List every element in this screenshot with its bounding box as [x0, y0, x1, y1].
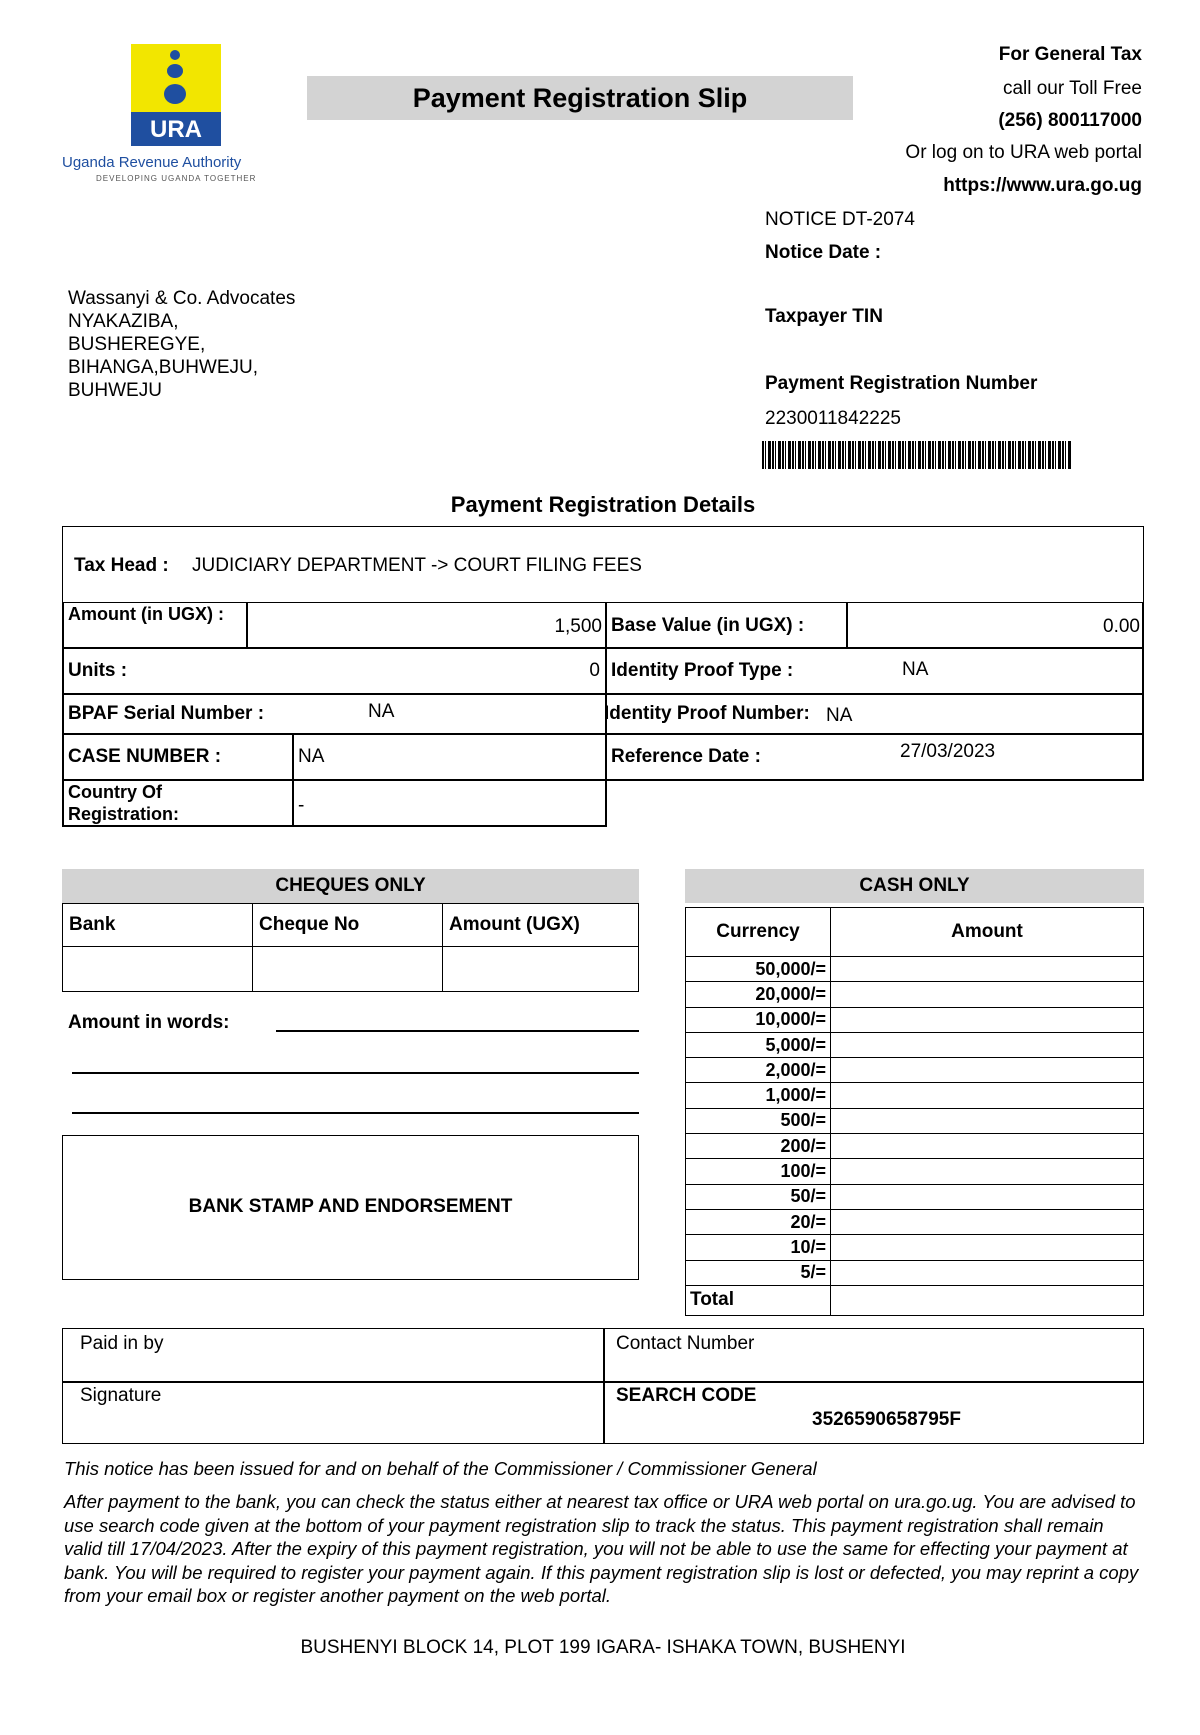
amount-in-words-label: Amount in words:: [68, 1012, 230, 1033]
cheque-no-cell[interactable]: [253, 947, 443, 992]
column-header-cash-amount: Amount: [831, 908, 1144, 957]
cash-heading: CASH ONLY: [685, 869, 1144, 903]
country-label-line: Country Of: [68, 782, 162, 802]
logo-acronym: URA: [150, 116, 202, 143]
portal-url[interactable]: https://www.ura.go.ug: [943, 175, 1142, 196]
cash-amount-cell[interactable]: [831, 1083, 1144, 1108]
units-value: 0: [589, 660, 600, 681]
cash-amount-cell[interactable]: [831, 1209, 1144, 1234]
contact-number-label[interactable]: Contact Number: [616, 1333, 755, 1354]
bpaf-value: NA: [368, 701, 395, 722]
divider: [603, 1328, 605, 1444]
reference-date-value: 27/03/2023: [900, 741, 996, 762]
address-line: BIHANGA,BUHWEJU,: [68, 357, 259, 378]
country-value: -: [298, 795, 305, 816]
denomination: 5,000/=: [686, 1032, 831, 1057]
notice-number: NOTICE DT-2074: [765, 209, 915, 230]
tax-head-value: JUDICIARY DEPARTMENT -> COURT FILING FEES: [192, 555, 642, 576]
divider: [62, 693, 1144, 695]
denomination: 10,000/=: [686, 1007, 831, 1032]
notice-date-label: Notice Date :: [765, 242, 882, 263]
cash-amount-cell[interactable]: [831, 1159, 1144, 1184]
contact-line-4: Or log on to URA web portal: [905, 142, 1142, 163]
logo-dot-icon: [167, 64, 183, 78]
logo-motto: DEVELOPING UGANDA TOGETHER: [96, 174, 257, 183]
amount-in-words-line: [72, 1072, 639, 1074]
issued-note: This notice has been issued for and on behalf of the Commissioner / Commissioner General: [64, 1458, 817, 1479]
denomination: 20,000/=: [686, 982, 831, 1007]
logo-dot-icon: [170, 50, 180, 60]
cash-amount-cell[interactable]: [831, 1032, 1144, 1057]
paid-in-by-label[interactable]: Paid in by: [80, 1333, 164, 1354]
address-line: BUSHEREGYE,: [68, 334, 206, 355]
page-title: Payment Registration Slip: [412, 83, 748, 113]
prn-value: 2230011842225: [765, 408, 901, 429]
cash-amount-cell[interactable]: [831, 957, 1144, 982]
cash-amount-cell[interactable]: [831, 1058, 1144, 1083]
title-banner: [307, 76, 853, 120]
denomination: 100/=: [686, 1159, 831, 1184]
denomination: 10/=: [686, 1235, 831, 1260]
cash-amount-cell[interactable]: [831, 1134, 1144, 1159]
address-line: Wassanyi & Co. Advocates: [68, 288, 296, 309]
reference-date-label: Reference Date :: [611, 746, 761, 767]
amount-in-words-line: [72, 1112, 639, 1114]
denomination: 50/=: [686, 1184, 831, 1209]
id-type-value: NA: [902, 659, 929, 680]
divider: [246, 602, 248, 648]
divider: [62, 602, 64, 826]
divider: [292, 733, 294, 826]
divider: [62, 825, 607, 827]
cheques-table: [62, 903, 639, 992]
case-number-value: NA: [298, 746, 325, 767]
divider: [62, 779, 1144, 781]
cash-table: [685, 907, 1144, 1316]
bpaf-label: BPAF Serial Number :: [68, 703, 265, 724]
details-heading: Payment Registration Details: [450, 492, 756, 517]
cash-amount-cell[interactable]: [831, 1235, 1144, 1260]
cash-amount-cell[interactable]: [831, 1108, 1144, 1133]
cash-amount-cell[interactable]: [831, 982, 1144, 1007]
divider: [846, 602, 848, 648]
id-number-label: Identity Proof Number:: [604, 703, 810, 724]
divider: [1142, 602, 1144, 780]
address-line: NYAKAZIBA,: [68, 311, 179, 332]
base-value-value: 0.00: [1103, 616, 1140, 637]
denomination: 20/=: [686, 1209, 831, 1234]
total-label: Total: [686, 1285, 831, 1315]
denomination: 1,000/=: [686, 1083, 831, 1108]
status-paragraph: After payment to the bank, you can check the status either at nearest tax office or URA web portal on ura.go.ug. You are advised to use search code given at the bottom of your payment registration slip to track the status. This payment registration shall remain valid till 17/04/2023. After the expiry of this payment registration, you will not be able to use the same for effecting your payment at bank. You will be required to register your payment again. If this payment registration slip is lost or defected, you may reprint a copy from your email box or register another payment on the web portal.: [64, 1491, 1139, 1606]
denomination: 200/=: [686, 1134, 831, 1159]
units-label: Units :: [68, 660, 128, 681]
tax-head-label: Tax Head :: [74, 555, 169, 576]
signature-label[interactable]: Signature: [80, 1385, 162, 1406]
logo-dot-icon: [164, 84, 186, 104]
address-line: BUHWEJU: [68, 380, 162, 401]
id-number-value: NA: [826, 705, 853, 726]
denomination: 500/=: [686, 1108, 831, 1133]
denomination: 5/=: [686, 1260, 831, 1285]
amount-value: 1,500: [554, 616, 602, 637]
id-type-label: Identity Proof Type :: [611, 660, 794, 681]
taxpayer-tin-label: Taxpayer TIN: [765, 306, 883, 327]
cash-amount-cell[interactable]: [831, 1260, 1144, 1285]
cash-amount-cell[interactable]: [831, 1007, 1144, 1032]
toll-free-number: (256) 800117000: [998, 110, 1142, 131]
divider: [62, 733, 1144, 735]
prn-label: Payment Registration Number: [765, 373, 1038, 394]
bank-stamp-label: BANK STAMP AND ENDORSEMENT: [188, 1196, 513, 1217]
denomination: 50,000/=: [686, 957, 831, 982]
country-label-line: Registration:: [68, 804, 180, 824]
office-address: BUSHENYI BLOCK 14, PLOT 199 IGARA- ISHAKA TOWN, BUSHENYI: [300, 1637, 906, 1658]
contact-line-1: For General Tax: [998, 44, 1142, 65]
bank-cell[interactable]: [63, 947, 253, 992]
cash-amount-cell[interactable]: [831, 1184, 1144, 1209]
search-code-label: SEARCH CODE: [616, 1385, 757, 1406]
amount-label: Amount (in UGX) :: [68, 604, 224, 624]
cash-total-cell[interactable]: [831, 1285, 1144, 1315]
bank-stamp-box: [62, 1135, 639, 1280]
denomination: 2,000/=: [686, 1058, 831, 1083]
case-number-label: CASE NUMBER :: [68, 746, 222, 767]
column-header-amount: Amount (UGX): [443, 904, 639, 947]
cheques-heading: CHEQUES ONLY: [62, 869, 639, 903]
column-header-currency: Currency: [686, 908, 831, 957]
column-header-bank: Bank: [63, 904, 253, 947]
column-header-cheque-no: Cheque No: [253, 904, 443, 947]
country-label: [68, 781, 179, 825]
search-code-value: 3526590658795F: [812, 1409, 961, 1430]
amount-in-words-line: [276, 1030, 639, 1032]
divider: [62, 647, 1144, 649]
base-value-label: Base Value (in UGX) :: [611, 615, 805, 636]
taxpayer-address: [68, 287, 295, 402]
contact-line-2: call our Toll Free: [1002, 78, 1142, 99]
barcode: [762, 441, 1072, 469]
logo-name: Uganda Revenue Authority: [62, 154, 242, 171]
cheque-amount-cell[interactable]: [443, 947, 639, 992]
